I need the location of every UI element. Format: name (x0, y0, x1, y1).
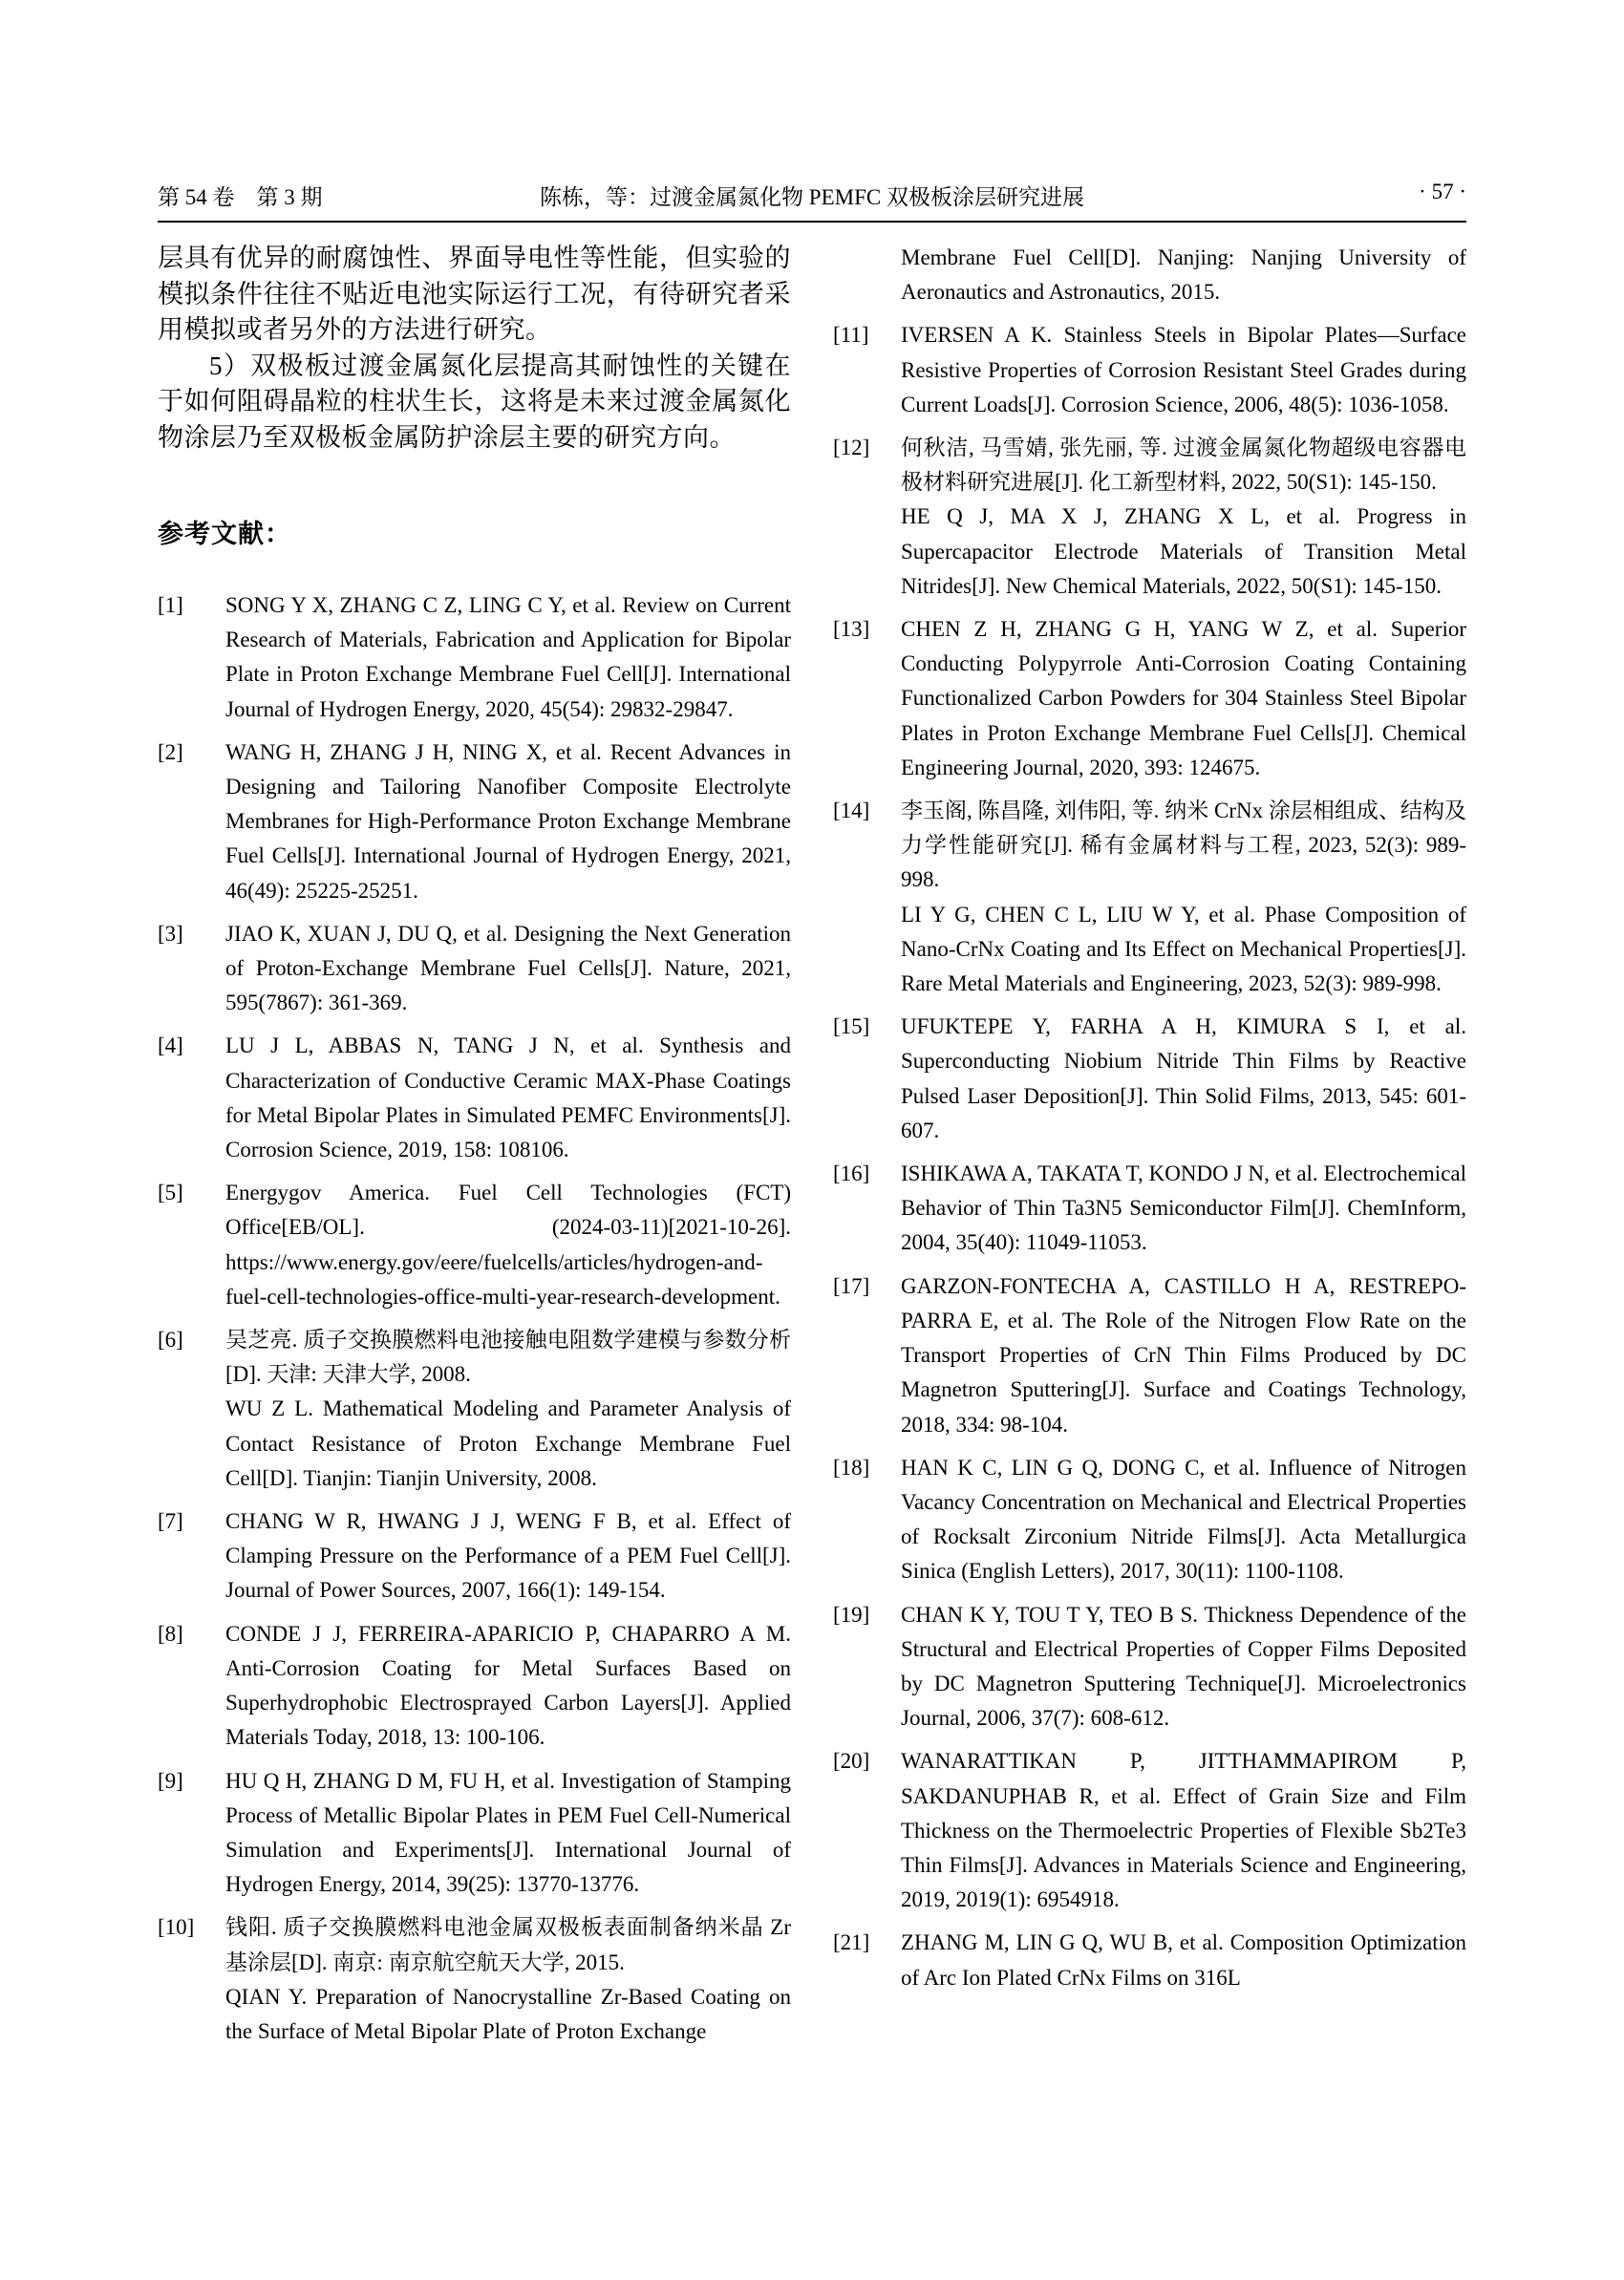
reference-text-english: LI Y G, CHEN C L, LIU W Y, et al. Phase Composition of Nano-CrNx Coating and Its Effect on Mechanical Properties[J]. Rare Metal Materials and Engineering, 2023, 52(3): 989-998. (901, 902, 1466, 996)
reference-number: [18] (833, 1455, 870, 1480)
reference-text-english: HE Q J, MA X J, ZHANG X L, et al. Progress in Supercapacitor Electrode Materials of Transition Metal Nitrides[J]. New Chemical Materials, 2022, 50(S1): 145-150. (901, 504, 1466, 598)
left-column (158, 241, 791, 2057)
body-paragraph: 层具有优异的耐腐蚀性、界面导电性等性能，但实验的模拟条件往往不贴近电池实际运行工况，有待研究者采用模拟或者另外的方法进行研究。 (158, 244, 791, 344)
reference-item (833, 1010, 1466, 1148)
reference-text: 李玉阁, 陈昌隆, 刘伟阳, 等. 纳米 CrNx 涂层相组成、结构及力学性能研究[J]. 稀有金属材料与工程, 2023, 52(3): 989-998. (901, 799, 1466, 892)
reference-item (833, 1451, 1466, 1589)
reference-text: SONG Y X, ZHANG C Z, LING C Y, et al. Review on Current Research of Materials, Fabrication and Application for Bipolar Plate in Proton Exchange Membrane Fuel Cell[J]. International Journal of Hydrogen Energy, 2020, 45(54): 29832-29847. (225, 593, 791, 721)
reference-item (833, 431, 1466, 604)
page-header (158, 176, 1466, 214)
reference-number: [15] (833, 1014, 870, 1039)
right-column (833, 241, 1466, 2004)
reference-list (833, 241, 1466, 1995)
reference-number: [4] (158, 1033, 183, 1058)
reference-item (158, 917, 791, 1021)
reference-text: JIAO K, XUAN J, DU Q, et al. Designing the Next Generation of Proton-Exchange Membrane Fuel Cells[J]. Nature, 2021, 595(7867): 361-369. (225, 921, 791, 1015)
reference-number: [6] (158, 1328, 183, 1353)
reference-text: Membrane Fuel Cell[D]. Nanjing: Nanjing University of Aeronautics and Astronautics, 2015. (901, 245, 1466, 305)
reference-text: 何秋洁, 马雪婧, 张先丽, 等. 过渡金属氮化物超级电容器电极材料研究进展[J]. 化工新型材料, 2022, 50(S1): 145-150. (901, 436, 1466, 495)
reference-text: Energygov America. Fuel Cell Technologies (FCT) Office[EB/OL]. (2024-03-11)[2021-10-26]. https://www.energy.gov/eere/fuelcells/articles/hydrogen-and-fuel-cell-technologies-office-multi-year-research-development. (225, 1181, 791, 1309)
reference-number: [17] (833, 1273, 870, 1298)
reference-item (833, 1926, 1466, 1994)
reference-number: [3] (158, 921, 183, 946)
reference-number: [2] (158, 739, 183, 764)
reference-item (158, 1764, 791, 1903)
reference-number: [20] (833, 1749, 870, 1774)
header-rule (158, 221, 1466, 223)
reference-number: [8] (158, 1621, 183, 1646)
reference-item (833, 794, 1466, 1001)
reference-text: HAN K C, LIN G Q, DONG C, et al. Influence of Nitrogen Vacancy Concentration on Mechanical and Electrical Properties of Rocksalt Zirconium Nitride Films[J]. Acta Metallurgica Sinica (English Letters), 2017, 30(11): 1100-1108. (901, 1455, 1466, 1584)
references-heading: 参考文献： (158, 520, 291, 548)
reference-number: [5] (158, 1181, 183, 1205)
reference-item (833, 1744, 1466, 1917)
reference-item (158, 1029, 791, 1167)
reference-item (158, 1323, 791, 1496)
reference-number: [7] (158, 1509, 183, 1534)
reference-item (158, 588, 791, 727)
reference-item (158, 1176, 791, 1314)
reference-item (833, 612, 1466, 785)
body-paragraph: 5）双极板过渡金属氮化层提高其耐蚀性的关键在于如何阻碍晶粒的柱状生长，这将是未来过渡金属氮化物涂层乃至双极板金属防护涂层主要的研究方向。 (158, 351, 791, 452)
volume-issue: 第 54 卷 第 3 期 (158, 185, 323, 209)
reference-number: [10] (158, 1915, 195, 1940)
reference-number: [14] (833, 799, 870, 823)
reference-item (833, 241, 1466, 309)
reference-item (158, 1504, 791, 1609)
reference-text: 钱阳. 质子交换膜燃料电池金属双极板表面制备纳米晶 Zr 基涂层[D]. 南京: 南京航空航天大学, 2015. (225, 1915, 791, 1974)
reference-text-english: QIAN Y. Preparation of Nanocrystalline Zr-Based Coating on the Surface of Metal Bipolar Plate of Proton Exchange (225, 1984, 791, 2043)
reference-text: ZHANG M, LIN G Q, WU B, et al. Composition Optimization of Arc Ion Plated CrNx Films on 316L (901, 1930, 1466, 1990)
reference-item (833, 318, 1466, 422)
page-number: · 57 · (1419, 180, 1466, 203)
reference-number: [16] (833, 1161, 870, 1186)
reference-text: WANG H, ZHANG J H, NING X, et al. Recent Advances in Designing and Tailoring Nanofiber Composite Electrolyte Membranes for High-Performance Proton Exchange Membrane Fuel Cells[J]. International Journal of Hydrogen Energy, 2021, 46(49): 25225-25251. (225, 739, 791, 903)
reference-item (158, 735, 791, 908)
reference-text: UFUKTEPE Y, FARHA A H, KIMURA S I, et al. Superconducting Niobium Nitride Thin Films by Reactive Pulsed Laser Deposition[J]. Thin Solid Films, 2013, 545: 601-607. (901, 1014, 1466, 1142)
reference-text: CONDE J J, FERREIRA-APARICIO P, CHAPARRO A M. Anti-Corrosion Coating for Metal Surfaces Based on Superhydrophobic Electrosprayed Carbon Layers[J]. Applied Materials Today, 2018, 13: 100-106. (225, 1621, 791, 1750)
reference-list (158, 588, 791, 2049)
reference-number: [11] (833, 323, 869, 348)
reference-text: CHEN Z H, ZHANG G H, YANG W Z, et al. Superior Conducting Polypyrrole Anti-Corrosion Coating Containing Functionalized Carbon Powders for 304 Stainless Steel Bipolar Plates in Proton Exchange Membrane Fuel Cells[J]. Chemical Engineering Journal, 2020, 393: 124675. (901, 617, 1466, 779)
reference-number: [21] (833, 1930, 870, 1955)
reference-text-english: WU Z L. Mathematical Modeling and Parameter Analysis of Contact Resistance of Proton Exchange Membrane Fuel Cell[D]. Tianjin: Tianjin University, 2008. (225, 1396, 791, 1490)
reference-text: CHAN K Y, TOU T Y, TEO B S. Thickness Dependence of the Structural and Electrical Properties of Copper Films Deposited by DC Magnetron Sputtering Technique[J]. Microelectronics Journal, 2006, 37(7): 608-612. (901, 1602, 1466, 1731)
reference-item (833, 1269, 1466, 1442)
reference-item (158, 1617, 791, 1756)
reference-text: CHANG W R, HWANG J J, WENG F B, et al. Effect of Clamping Pressure on the Performance of a PEM Fuel Cell[J]. Journal of Power Sources, 2007, 166(1): 149-154. (225, 1509, 791, 1603)
reference-text: LU J L, ABBAS N, TANG J N, et al. Synthesis and Characterization of Conductive Ceramic MAX-Phase Coatings for Metal Bipolar Plates in Simulated PEMFC Environments[J]. Corrosion Science, 2019, 158: 108106. (225, 1033, 791, 1162)
reference-item (158, 1910, 791, 2049)
reference-number: [19] (833, 1602, 870, 1627)
reference-text: 吴芝亮. 质子交换膜燃料电池接触电阻数学建模与参数分析[D]. 天津: 天津大学, 2008. (225, 1328, 791, 1387)
reference-number: [1] (158, 593, 183, 617)
reference-text: HU Q H, ZHANG D M, FU H, et al. Investigation of Stamping Process of Metallic Bipolar Plates in PEM Fuel Cell-Numerical Simulation and Experiments[J]. International Journal of Hydrogen Energy, 2014, 39(25): 13770-13776. (225, 1768, 791, 1897)
reference-text: GARZON-FONTECHA A, CASTILLO H A, RESTREPO-PARRA E, et al. The Role of the Nitrogen Flow Rate on the Transport Properties of CrN Thin Films Produced by DC Magnetron Sputtering[J]. Surface and Coatings Technology, 2018, 334: 98-104. (901, 1273, 1466, 1437)
reference-number: [13] (833, 617, 870, 642)
running-title: 陈栋，等：过渡金属氮化物 PEMFC 双极板涂层研究进展 (540, 185, 1084, 209)
reference-item (833, 1598, 1466, 1737)
reference-text: WANARATTIKAN P, JITTHAMMAPIROM P, SAKDANUPHAB R, et al. Effect of Grain Size and Film Thickness on the Thermoelectric Properties of Flexible Sb2Te3 Thin Films[J]. Advances in Materials Science and Engineering, 2019, 2019(1): 6954918. (901, 1749, 1466, 1912)
reference-text: ISHIKAWA A, TAKATA T, KONDO J N, et al. Electrochemical Behavior of Thin Ta3N5 Semiconductor Film[J]. ChemInform, 2004, 35(40): 11049-11053. (901, 1161, 1466, 1255)
reference-item (833, 1157, 1466, 1261)
reference-number: [12] (833, 436, 870, 460)
reference-text: IVERSEN A K. Stainless Steels in Bipolar Plates—Surface Resistive Properties of Corrosion Resistant Steel Grades during Current Loads[J]. Corrosion Science, 2006, 48(5): 1036-1058. (901, 323, 1466, 416)
reference-number: [9] (158, 1768, 183, 1793)
